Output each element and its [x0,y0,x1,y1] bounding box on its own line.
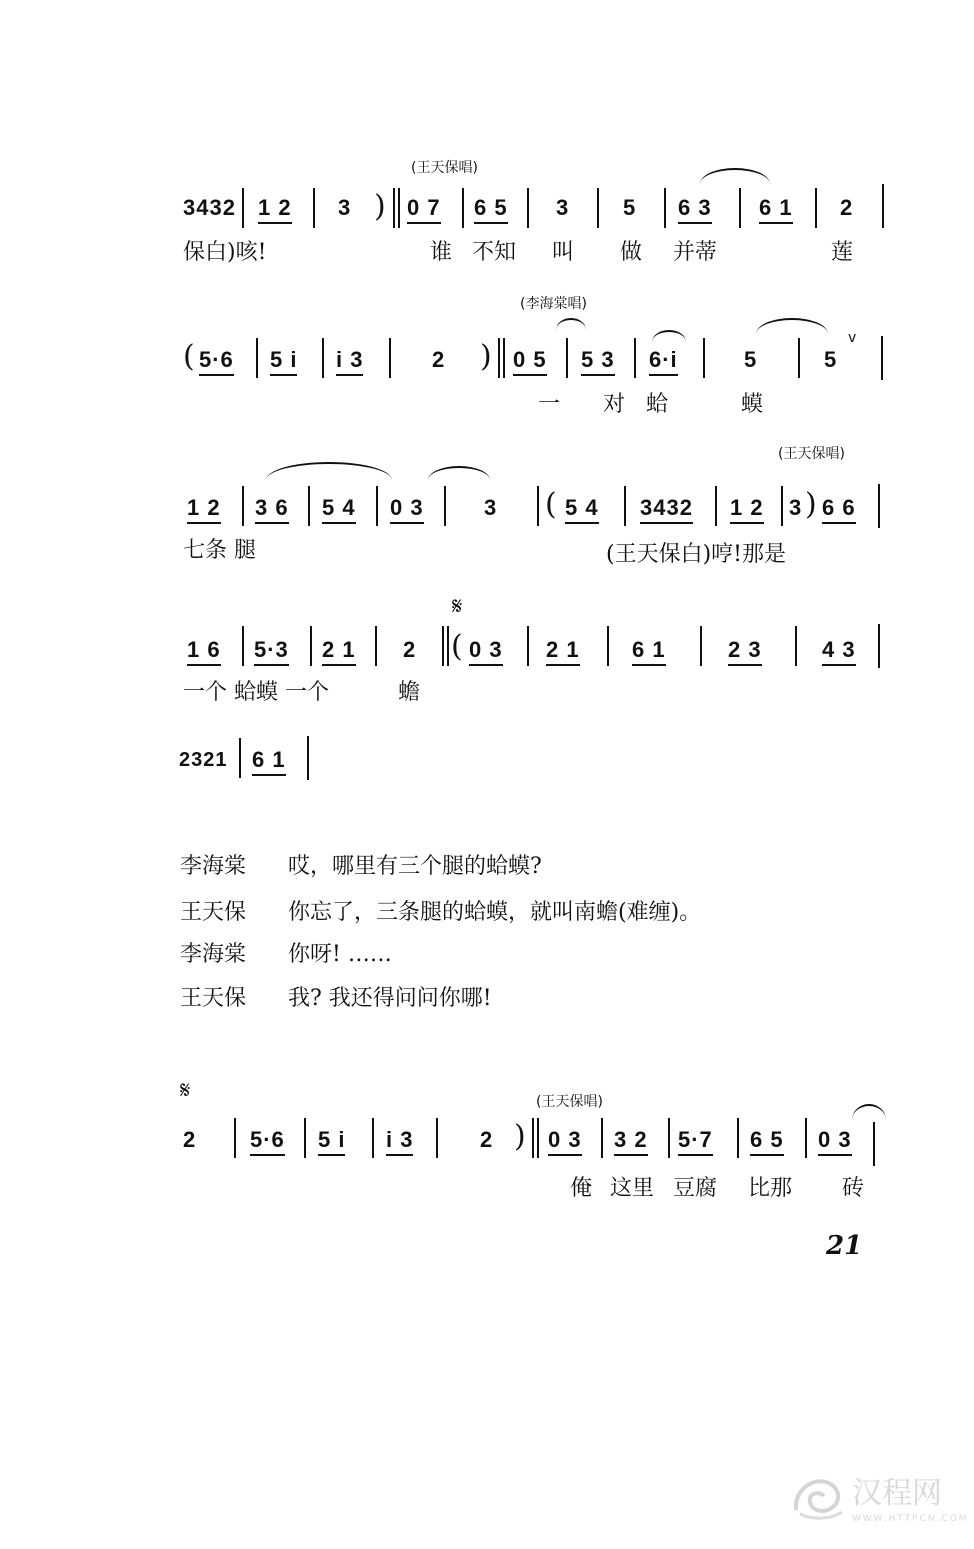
note-group: 5 4 [565,496,599,524]
dialogue-text: 我? 我还得问问你哪! [288,986,492,1011]
note-group: 5·3 [254,638,289,666]
note-group: 5·7 [678,1128,713,1156]
barline [878,624,880,668]
page-number: 21 [826,1231,863,1261]
note-group: 0 3 [548,1128,582,1156]
slur [556,318,586,330]
barline [242,626,244,666]
barline [444,486,446,526]
note-group: 2 3 [728,638,762,666]
barline [878,484,880,528]
barline [664,188,666,228]
barline [308,486,310,526]
barline [601,1118,603,1158]
note-group: 3 2 [614,1128,648,1156]
note-group: 1 2 [730,496,764,524]
note-group: 3 6 [255,496,289,524]
note-group: 5 i [270,348,297,376]
barline [566,338,568,378]
barline [527,626,529,666]
barline [372,1118,374,1158]
singer-cue-wang: (王天保唱) [536,1094,603,1110]
slur [756,318,828,334]
breath-mark: v [848,330,857,346]
barline [462,188,464,228]
barline [310,626,312,666]
barline [537,486,539,526]
barline [634,338,636,378]
open-paren: ( [545,487,557,522]
barline [873,1122,875,1166]
lyric: 蟾 [398,680,421,705]
note-group: 5 i [318,1128,345,1156]
speaker-name: 李海棠 [180,942,247,967]
barline [739,188,741,228]
dialogue-line [180,986,492,1012]
close-paren: ) [805,487,817,522]
lyric: 叫 [552,240,575,265]
close-paren: ) [374,189,386,224]
barline [376,486,378,526]
note-group: 6 1 [252,748,286,776]
singer-cue-wang: (王天保唱) [778,446,845,462]
lyric: 七条 腿 [183,538,256,563]
barline [700,626,702,666]
lyric: 比那 [748,1176,793,1201]
barline [624,486,626,526]
dialogue-text: 哎，哪里有三个腿的蛤蟆? [288,854,542,879]
slur [652,330,686,342]
dialogue-text: 你忘了，三条腿的蛤蟆，就叫南蟾(难缠)。 [288,900,702,925]
barline [703,338,705,378]
slur [700,168,770,184]
barline [881,336,883,380]
note-group: 2 1 [322,638,356,666]
barline [447,626,449,666]
lyric: 俺 [570,1176,593,1201]
barline [498,338,500,378]
barline [307,736,309,780]
barline [527,188,529,228]
barline [398,188,400,228]
barline [304,1118,306,1158]
note-group: 3432 [183,195,236,220]
note-group: 6 3 [678,196,712,224]
note-group: i 3 [336,348,363,376]
note-group: 6 5 [474,196,508,224]
note-group: 5 4 [322,496,356,524]
barline [815,188,817,228]
lyric: 谁 [430,240,453,265]
barline [389,338,391,378]
lyric: 一个 蛤蟆 一个 [183,680,329,705]
barline [436,1118,438,1158]
lyric: 蛤 [646,392,669,417]
barline [322,338,324,378]
dialogue-text: 你呀! …… [288,942,392,967]
barline [239,738,241,778]
barline [607,626,609,666]
barline [393,188,395,228]
barline [256,338,258,378]
watermark-url: WWW.HTTPCN.COM [852,1514,969,1524]
note-group: 3 [484,495,498,520]
barline [715,486,717,526]
note-group: 2 [403,637,417,662]
note-group: 5 [824,347,838,372]
barline [442,626,444,666]
note-group: 1 2 [258,196,292,224]
lyric: 保白)咳! [183,240,267,265]
lyric: 不知 [472,240,517,265]
note-group: 1 2 [187,496,221,524]
lyric: 一 [538,392,561,417]
speaker-name: 王天保 [180,900,247,925]
lyric: 并蒂 [673,240,718,265]
note-group: 3 [556,195,570,220]
note-group: 4 3 [822,638,856,666]
speaker-name: 李海棠 [180,854,247,879]
note-group: 2 1 [546,638,580,666]
barline [781,486,783,526]
barline [242,188,244,228]
barline [882,184,884,228]
note-group: 1 6 [187,638,221,666]
lyric: 豆腐 [673,1176,718,1201]
note-group: 6·i [649,348,678,376]
lyric: 做 [620,240,643,265]
lyric: 砖 [842,1176,865,1201]
dialogue-line [180,900,701,926]
slur [266,462,392,480]
note-group: 3 [789,495,803,520]
note-group: 6 6 [822,496,856,524]
segno-sign: 𝄋 [452,592,463,620]
note-group: 5·6 [250,1128,285,1156]
slur [852,1104,886,1120]
slur [428,466,490,480]
speaker-name: 王天保 [180,986,247,1011]
barline [313,188,315,228]
open-paren: ( [183,339,195,374]
close-paren: ) [480,339,492,374]
note-group: 2321 [179,749,228,771]
barline [242,486,244,526]
note-group: 5 [623,195,637,220]
barline [532,1118,534,1158]
note-group: 6 1 [632,638,666,666]
barline [668,1118,670,1158]
lyric: 蟆 [741,392,764,417]
open-paren: ( [451,629,463,664]
note-group: 5 [744,347,758,372]
barline [798,338,800,378]
lyric: 这里 [610,1176,655,1201]
note-group: 0 5 [513,348,547,376]
segno-sign: 𝄋 [180,1076,191,1104]
note-group: 2 [183,1127,197,1152]
barline [597,188,599,228]
watermark-text: 汉程网 [852,1476,942,1511]
watermark-logo-icon [790,1470,848,1524]
barline [503,338,505,378]
note-group: 2 [840,195,854,220]
note-group: 0 3 [390,496,424,524]
note-group: 0 3 [818,1128,852,1156]
lyric: 莲 [831,240,854,265]
note-group: 0 7 [407,196,441,224]
singer-cue-li: (李海棠唱) [520,296,587,312]
barline [805,1118,807,1158]
dialogue-line [180,942,392,968]
note-group: 3 [338,195,352,220]
note-group: 5·6 [199,348,234,376]
note-group: 0 3 [469,638,503,666]
singer-cue-wang: (王天保唱) [411,160,478,176]
barline [795,626,797,666]
note-group: 6 1 [759,196,793,224]
lyric: (王天保白)哼!那是 [606,542,787,567]
barline [234,1118,236,1158]
note-group: 6 5 [750,1128,784,1156]
note-group: 2 [480,1127,494,1152]
note-group: i 3 [386,1128,413,1156]
lyric: 对 [603,392,626,417]
barline [375,626,377,666]
dialogue-line [180,854,542,880]
barline [737,1118,739,1158]
note-group: 2 [432,347,446,372]
close-paren: ) [514,1119,526,1154]
barline [537,1118,539,1158]
note-group: 5 3 [581,348,615,376]
note-group: 3432 [640,496,693,524]
